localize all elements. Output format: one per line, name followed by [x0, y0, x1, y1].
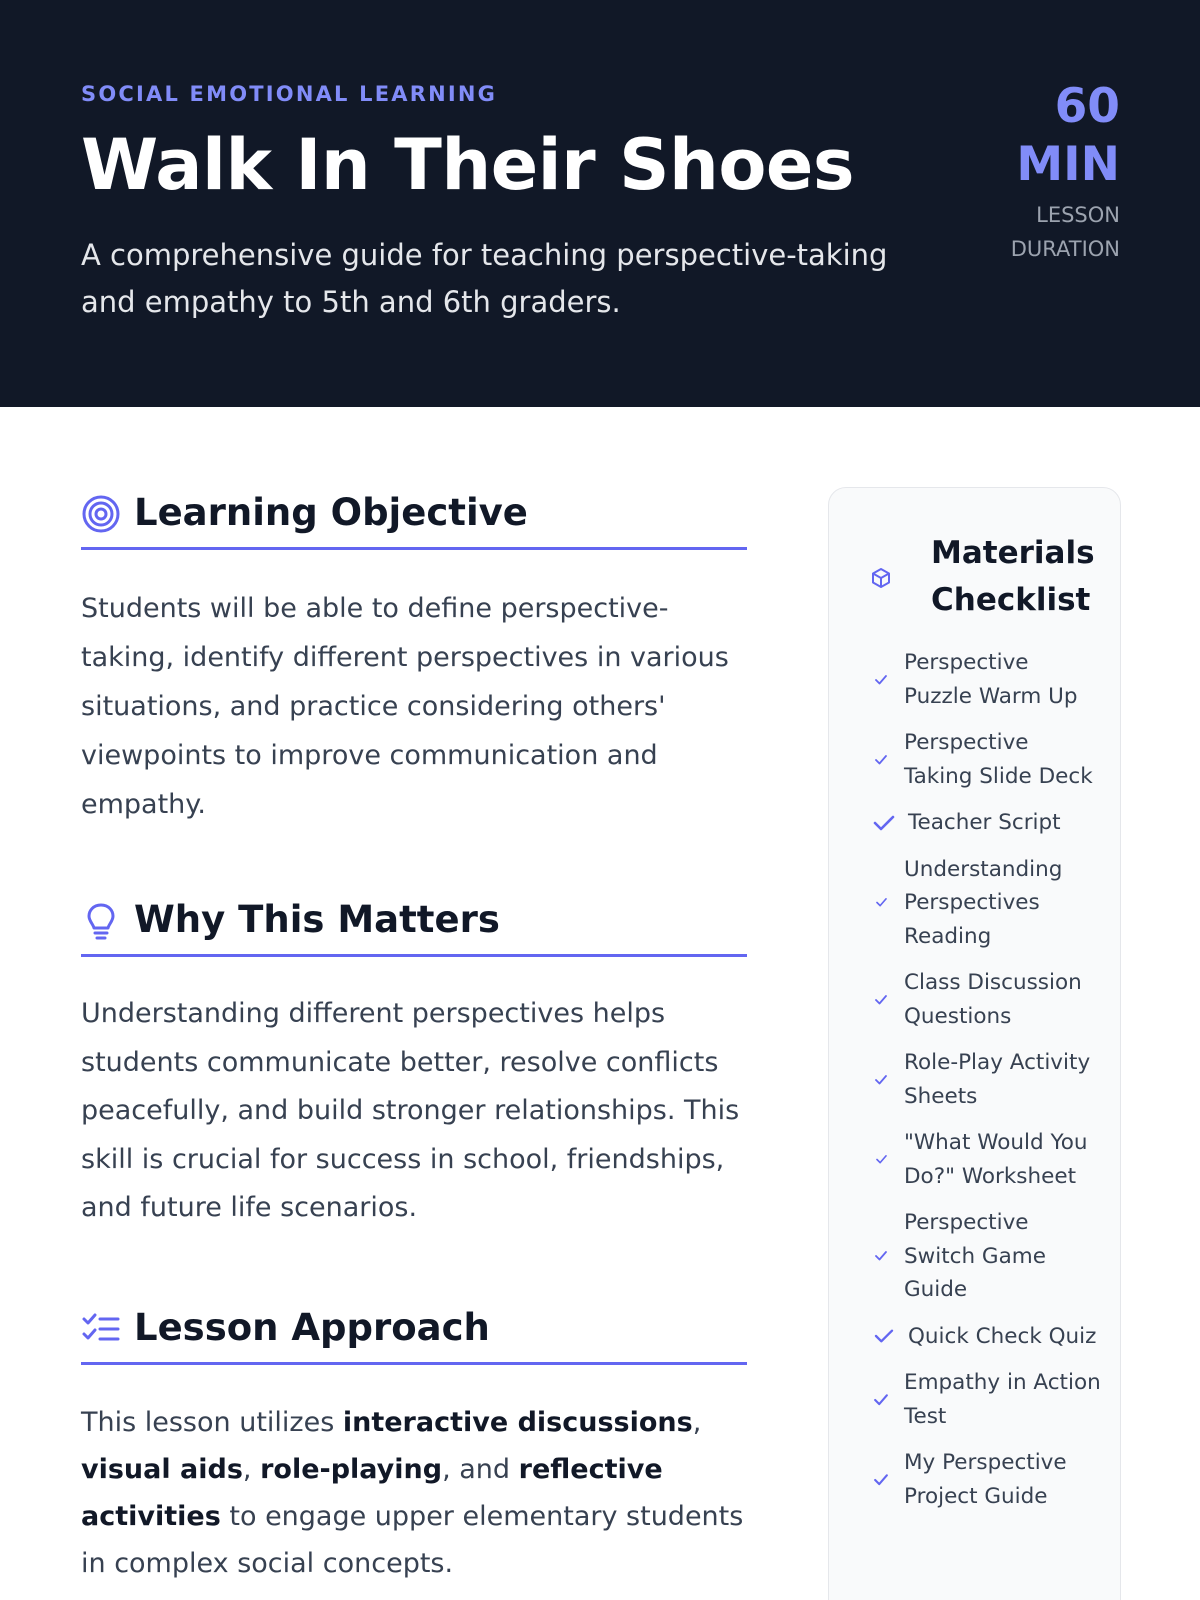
materials-checklist-card — [828, 487, 1121, 1600]
material-label: Role-Play Activity Sheets — [904, 1050, 1091, 1109]
material-item[interactable] — [870, 966, 1102, 1033]
section-title: Lesson Approach — [134, 1306, 490, 1349]
material-label: My Perspective Project Guide — [904, 1450, 1067, 1509]
section-title: Learning Objective — [134, 491, 528, 534]
materials-checklist-title: Materials Checklist — [931, 535, 1095, 618]
duration-label-line2: DURATION — [1010, 237, 1120, 261]
material-item[interactable] — [870, 1446, 1102, 1513]
material-item[interactable] — [870, 1046, 1102, 1113]
material-item[interactable] — [870, 646, 1102, 713]
material-label: "What Would You Do?" Worksheet — [904, 1130, 1088, 1189]
material-label: Teacher Script — [908, 810, 1061, 835]
check-icon — [870, 755, 892, 765]
lightbulb-icon — [81, 901, 121, 941]
material-label: Perspective Switch Game Guide — [904, 1210, 1046, 1302]
why-this-matters-text: Understanding different perspectives helps students communicate better, resolve conflicts peacefully, and build stronger relationships. This skill is crucial for success in school, friendships, and future life scenarios. — [81, 998, 740, 1223]
duration-unit: MIN — [1016, 137, 1120, 192]
box-icon — [870, 567, 892, 589]
check-icon — [870, 1328, 898, 1344]
materials-checklist-header — [870, 530, 1100, 626]
material-label: Understanding Perspectives Reading — [904, 856, 1063, 949]
material-label: Empathy in Action Test — [904, 1370, 1101, 1429]
text-fragment: , and — [442, 1454, 519, 1485]
text-fragment: This lesson utilizes — [81, 1407, 343, 1438]
material-label: Quick Check Quiz — [908, 1323, 1097, 1349]
check-icon — [870, 898, 892, 907]
check-icon — [870, 1075, 892, 1085]
lesson-approach-text — [81, 1399, 751, 1587]
material-item[interactable] — [870, 806, 1102, 840]
category-label: SOCIAL EMOTIONAL LEARNING — [81, 82, 498, 106]
target-icon — [81, 494, 121, 534]
lesson-approach-heading — [81, 1306, 747, 1365]
check-icon — [870, 814, 898, 832]
material-item[interactable] — [870, 853, 1102, 954]
material-item[interactable] — [870, 726, 1102, 793]
lesson-subtitle: A comprehensive guide for teaching perspective-taking and empathy to 5th and 6th graders. — [81, 238, 888, 319]
text-fragment: , — [692, 1407, 702, 1438]
material-item[interactable] — [870, 1206, 1102, 1307]
text-fragment: , — [242, 1454, 261, 1485]
duration-value: 60 — [1054, 79, 1120, 134]
check-icon — [870, 675, 892, 685]
lesson-duration — [1011, 78, 1120, 266]
material-item[interactable] — [870, 1126, 1102, 1193]
lesson-header — [0, 0, 1200, 407]
check-icon — [870, 1474, 892, 1486]
check-icon — [870, 1155, 892, 1164]
check-icon — [870, 995, 892, 1005]
emphasis-text: visual aids — [81, 1454, 243, 1485]
check-icon — [870, 1251, 892, 1261]
lesson-title: Walk In Their Shoes — [81, 124, 855, 206]
duration-label-line1: LESSON — [1036, 203, 1120, 227]
material-label: Class Discussion Questions — [904, 970, 1082, 1029]
emphasis-text: reflective activities — [81, 1454, 663, 1532]
check-icon — [870, 1394, 892, 1406]
emphasis-text: interactive discussions — [342, 1407, 693, 1438]
learning-objective-heading — [81, 491, 747, 550]
materials-list — [870, 646, 1102, 1526]
learning-objective-text: Students will be able to define perspective-taking, identify different perspectives in various situations, and practice considering others' viewpoints to improve communication and empathy. — [81, 593, 729, 820]
section-title: Why This Matters — [134, 898, 500, 941]
material-item[interactable] — [870, 1366, 1102, 1433]
emphasis-text: role-playing — [260, 1454, 443, 1485]
text-fragment: to engage upper elementary students in complex social concepts. — [81, 1501, 744, 1579]
material-label: Perspective Taking Slide Deck — [904, 730, 1093, 789]
why-this-matters-heading — [81, 898, 747, 957]
material-item[interactable] — [870, 1320, 1102, 1354]
checklist-icon — [81, 1309, 121, 1349]
material-label: Perspective Puzzle Warm Up — [904, 650, 1078, 709]
